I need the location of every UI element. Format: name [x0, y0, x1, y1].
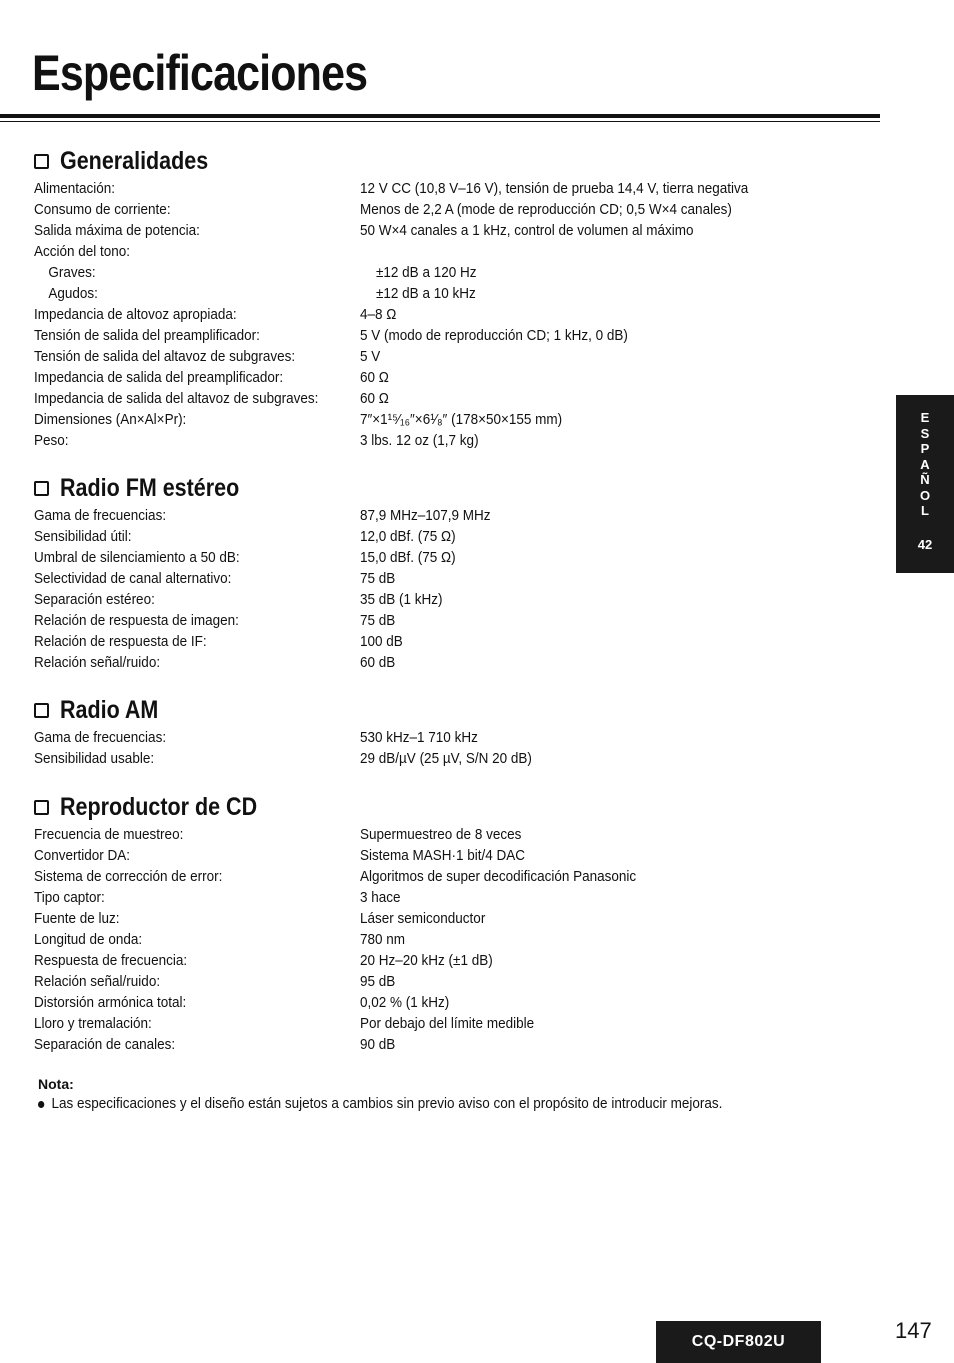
spec-label: Peso: [34, 432, 69, 449]
language-tab [896, 395, 954, 573]
section-title: Generalidades [60, 146, 209, 175]
note-body: Las especificaciones y el diseño están sujetos a cambios sin previo aviso con el propósito de introducir mejoras. [51, 1095, 723, 1112]
spec-label: Impedancia de altovoz apropiada: [34, 306, 237, 323]
spec-row [34, 748, 854, 769]
spec-row [34, 526, 854, 547]
spec-value: 5 V (modo de reproducción CD; 1 kHz, 0 dB) [360, 327, 628, 344]
spec-label: Fuente de luz: [34, 910, 120, 927]
section-title: Radio AM [60, 695, 159, 724]
spec-row [34, 505, 854, 526]
spec-label: Gama de frecuencias: [34, 729, 167, 746]
spec-label: Acción del tono: [34, 243, 131, 260]
title-rule-thin [0, 121, 880, 122]
spec-value: Algoritmos de super decodificación Panasonic [360, 868, 637, 885]
spec-label: Tensión de salida del preamplificador: [34, 327, 260, 344]
spec-row [34, 220, 854, 241]
spec-label: Impedancia de salida del preamplificador: [34, 369, 284, 386]
spec-value: 0,02 % (1 kHz) [360, 994, 450, 1011]
spec-label: Frecuencia de muestreo: [34, 826, 184, 843]
spec-value: 3 lbs. 12 oz (1,7 kg) [360, 432, 479, 449]
spec-row [34, 992, 854, 1013]
spec-row [34, 283, 854, 304]
spec-row [34, 430, 854, 451]
spec-row [34, 652, 854, 673]
spec-row [34, 727, 854, 748]
spec-label: Separación estéreo: [34, 591, 155, 608]
spec-row [34, 262, 854, 283]
spec-value: 3 hace [360, 889, 401, 906]
spec-label: Lloro y tremalación: [34, 1015, 152, 1032]
spec-label: Convertidor DA: [34, 847, 131, 864]
note-heading: Nota: [38, 1076, 74, 1092]
spec-row [34, 367, 854, 388]
section-page-number: 42 [917, 536, 933, 552]
spec-row [34, 304, 854, 325]
section-generalidades [34, 147, 854, 451]
spec-label: Consumo de corriente: [34, 201, 171, 218]
spec-row [34, 610, 854, 631]
spec-value: 15,0 dBf. (75 Ω) [360, 549, 456, 566]
spec-label: Relación señal/ruido: [34, 973, 161, 990]
spec-value: 90 dB [360, 1036, 396, 1053]
spec-label: Relación señal/ruido: [34, 654, 161, 671]
section-heading [34, 147, 854, 175]
language-letters [896, 395, 954, 519]
spec-row [34, 325, 854, 346]
spec-value: 530 kHz–1 710 kHz [360, 729, 478, 746]
spec-label: Agudos: [48, 285, 98, 302]
bullet-icon [38, 1101, 44, 1108]
spec-value: 7″×1¹⁵⁄₁₆″×6¹⁄₈″ (178×50×155 mm) [360, 411, 563, 428]
spec-value: Menos de 2,2 A (mode de reproducción CD; 0,5 W×4 canales) [360, 201, 732, 218]
page-number: 147 [895, 1318, 932, 1343]
spec-row [34, 1034, 854, 1055]
model-label: CQ-DF802U [656, 1321, 821, 1363]
spec-row [34, 409, 854, 430]
language-letter: Ñ [920, 472, 930, 487]
spec-row [34, 971, 854, 992]
language-letter: P [920, 441, 930, 456]
spec-row [34, 824, 854, 845]
spec-label: Sensibilidad usable: [34, 750, 155, 767]
section-title: Reproductor de CD [60, 792, 258, 821]
spec-value: 95 dB [360, 973, 396, 990]
spec-value: 35 dB (1 kHz) [360, 591, 443, 608]
spec-label: Alimentación: [34, 180, 116, 197]
spec-row [34, 950, 854, 971]
spec-value: 12,0 dBf. (75 Ω) [360, 528, 456, 545]
spec-label: Selectividad de canal alternativo: [34, 570, 232, 587]
spec-label: Tipo captor: [34, 889, 105, 906]
spec-row [34, 388, 854, 409]
language-letter: S [920, 425, 930, 441]
spec-row [34, 887, 854, 908]
title-rule [0, 114, 880, 118]
spec-value: 12 V CC (10,8 V–16 V), tensión de prueba 14,4 V, tierra negativa [360, 180, 749, 197]
section-heading [34, 474, 854, 502]
spec-label: Longitud de onda: [34, 931, 143, 948]
spec-label: Distorsión armónica total: [34, 994, 187, 1011]
spec-value: 4–8 Ω [360, 306, 397, 323]
spec-row [34, 908, 854, 929]
spec-label: Separación de canales: [34, 1036, 176, 1053]
spec-row [34, 1013, 854, 1034]
page-title: Especificaciones [32, 45, 368, 101]
note-text [38, 1095, 722, 1112]
language-letter: O [919, 487, 931, 503]
spec-value: Láser semiconductor [360, 910, 486, 927]
spec-label: Impedancia de salida del altavoz de subgraves: [34, 390, 319, 407]
language-letter: E [920, 410, 930, 425]
spec-label: Graves: [48, 264, 96, 281]
spec-label: Relación de respuesta de imagen: [34, 612, 239, 629]
section-title: Radio FM estéreo [60, 473, 240, 502]
spec-row [34, 845, 854, 866]
spec-value: 780 nm [360, 931, 406, 948]
spec-row [34, 178, 854, 199]
spec-value: 60 Ω [360, 390, 389, 407]
spec-label: Gama de frecuencias: [34, 507, 167, 524]
spec-value: ±12 dB a 120 Hz [376, 264, 477, 281]
spec-label: Tensión de salida del altavoz de subgraves: [34, 348, 296, 365]
spec-label: Salida máxima de potencia: [34, 222, 200, 239]
checkbox-square-icon [34, 703, 49, 718]
spec-value: Sistema MASH·1 bit/4 DAC [360, 847, 526, 864]
checkbox-square-icon [34, 154, 49, 169]
spec-value: 50 W×4 canales a 1 kHz, control de volumen al máximo [360, 222, 694, 239]
spec-row [34, 929, 854, 950]
spec-row [34, 241, 854, 262]
spec-value: 60 Ω [360, 369, 389, 386]
spec-label: Umbral de silenciamiento a 50 dB: [34, 549, 240, 566]
section-radio-am [34, 696, 854, 769]
spec-row [34, 866, 854, 887]
section-heading [34, 793, 854, 821]
section-reproductor-cd [34, 793, 854, 1055]
spec-value: 75 dB [360, 570, 396, 587]
spec-label: Respuesta de frecuencia: [34, 952, 188, 969]
language-letter: L [921, 503, 929, 518]
spec-value: Por debajo del límite medible [360, 1015, 535, 1032]
section-heading [34, 696, 854, 724]
language-letter: A [920, 456, 930, 472]
spec-value: 100 dB [360, 633, 403, 650]
spec-row [34, 547, 854, 568]
spec-row [34, 199, 854, 220]
spec-value: 75 dB [360, 612, 396, 629]
spec-label: Relación de respuesta de IF: [34, 633, 207, 650]
spec-value: 60 dB [360, 654, 396, 671]
spec-label: Dimensiones (An×Al×Pr): [34, 411, 187, 428]
spec-label: Sensibilidad útil: [34, 528, 132, 545]
spec-value: 5 V [360, 348, 381, 365]
spec-label: Sistema de corrección de error: [34, 868, 223, 885]
spec-row [34, 631, 854, 652]
spec-value: ±12 dB a 10 kHz [376, 285, 476, 302]
spec-value: Supermuestreo de 8 veces [360, 826, 522, 843]
spec-row [34, 568, 854, 589]
spec-row [34, 346, 854, 367]
spec-value: 87,9 MHz–107,9 MHz [360, 507, 491, 524]
checkbox-square-icon [34, 481, 49, 496]
spec-value: 20 Hz–20 kHz (±1 dB) [360, 952, 493, 969]
spec-value: 29 dB/µV (25 µV, S/N 20 dB) [360, 750, 532, 767]
section-radio-fm [34, 474, 854, 673]
spec-row [34, 589, 854, 610]
checkbox-square-icon [34, 800, 49, 815]
